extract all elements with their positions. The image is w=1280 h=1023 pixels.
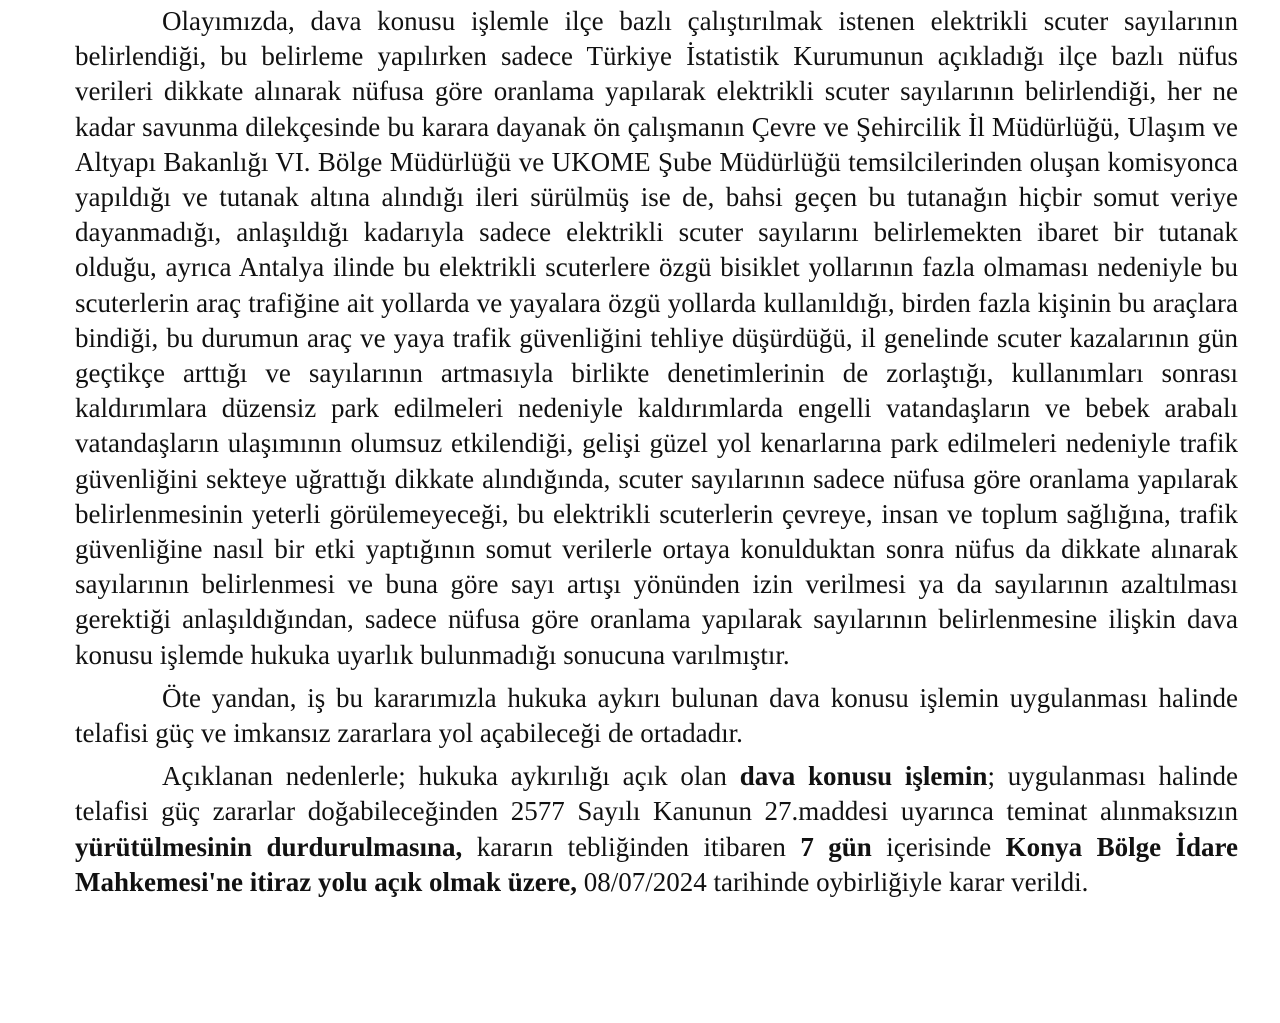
verdict-text-3: kararın tebliğinden itibaren (462, 831, 801, 862)
document-page (75, 4, 1238, 900)
verdict-bold-subject: dava konusu işlemin (739, 761, 988, 792)
paragraph-verdict (75, 759, 1238, 900)
verdict-bold-appeal-court: Konya Bölge İdare Mahkemesi'ne itiraz yolu açık olmak üzere, (75, 831, 1238, 897)
paragraph-irreparable-harm: Öte yandan, iş bu kararımızla hukuka aykırı bulunan dava konusu işlemin uygulanması halinde telafisi güç ve imkansız zararlara yol açabileceği de ortadadır. (75, 682, 1238, 749)
verdict-text-2: ; uygulanması halinde telafisi güç zararlar doğabileceğinden 2577 Sayılı Kanunun 27.maddesi uyarınca teminat alınmaksızın (75, 761, 1239, 827)
verdict-text-5: 08/07/2024 tarihinde oybirliğiyle karar verildi. (576, 866, 1089, 897)
verdict-bold-deadline: 7 gün (800, 831, 872, 862)
verdict-text-1: Açıklanan nedenlerle; hukuka aykırılığı açık olan (162, 761, 740, 792)
verdict-bold-stay: yürütülmesinin durdurulmasına, (75, 831, 463, 862)
verdict-text-4: içerisinde (871, 831, 1006, 862)
paragraph-reasoning: Olayımızda, dava konusu işlemle ilçe bazlı çalıştırılmak istenen elektrikli scuter sayılarının belirlendiği, bu belirleme yapılırken sadece Türkiye İstatistik Kurumunun açıkladığı ilçe bazlı nüfus verileri dikkate alınarak nüfusa göre oranlama yapılarak elektrikli scuter sayılarının belirlendiği, her ne kadar savunma dilekçesinde bu karara dayanak ön çalışmanın Çevre ve Şehircilik İl Müdürlüğü, Ulaşım ve Altyapı Bakanlığı VI. Bölge Müdürlüğü ve UKOME Şube Müdürlüğü temsilcilerinden oluşan komisyonca yapıldığı ve tutanak altına alındığı ileri sürülmüş ise de, bahsi geçen bu tutanağın hiçbir somut veriye dayanmadığı, anlaşıldığı kadarıyla sadece elektrikli scuter sayılarını belirlemekten ibaret bir tutanak olduğu, ayrıca Antalya ilinde bu elektrikli scuterlere özgü bisiklet yollarının fazla olmaması nedeniyle bu scuterlerin araç trafiğine ait yollarda ve yayalara özgü yollarda kullanıldığı, birden fazla kişinin bu araçlara bindiği, bu durumun araç ve yaya trafik güvenliğini tehliye düşürdüğü, il genelinde scuter kazalarının gün geçtikçe arttığı ve sayılarının artmasıyla birlikte denetimlerinin de zorlaştığı, kullanımları sonrası kaldırımlara düzensiz park edilmeleri nedeniyle kaldırımlarda engelli vatandaşların ve bebek arabalı vatandaşların ulaşımının olumsuz etkilendiği, gelişi güzel yol kenarlarına park edilmeleri nedeniyle trafik güvenliğini sekteye uğrattığı dikkate alındığında, scuter sayılarının sadece nüfusa göre oranlama yapılarak belirlenmesinin yeterli görülemeyeceği, bu elektrikli scuterlerin çevreye, insan ve toplum sağlığına, trafik güvenliğine nasıl bir etki yaptığının somut verilerle ortaya konulduktan sonra nüfus da dikkate alınarak sayılarının belirlenmesi ve buna göre sayı artışı yönünden izin verilmesi ya da sayılarının azaltılması gerektiği anlaşıldığından, sadece nüfusa göre oranlama yapılarak sayılarının belirlenmesine ilişkin dava konusu işlemde hukuka uyarlık bulunmadığı sonucuna varılmıştır. (75, 6, 1238, 670)
